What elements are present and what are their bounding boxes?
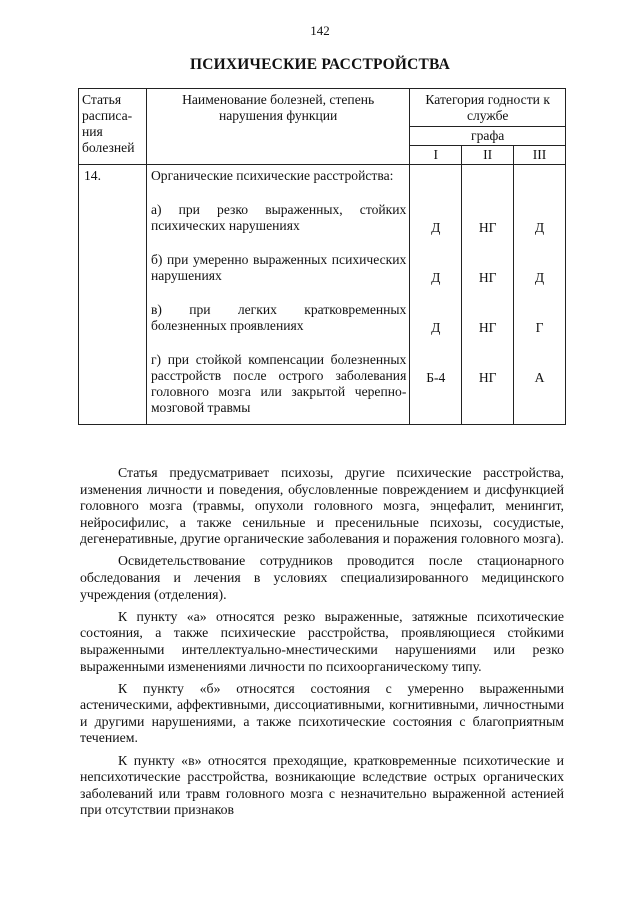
header-column-2: II xyxy=(462,146,514,165)
value-a-1: Д xyxy=(431,220,441,235)
paragraph: Освидетельствование сотрудников проводится после стационарного обследования и лечения в условиях специализированного медицинского учреждения (отделения). xyxy=(80,553,564,602)
column-2-values xyxy=(462,165,514,425)
condition-item-g: г) при стойкой компенсации болезненных расстройств после острого заболевания головного мозга или закрытой черепно-мозговой травмы xyxy=(150,352,407,415)
value-b-3: Д xyxy=(534,270,545,285)
value-a-2: НГ xyxy=(478,220,497,235)
table-header-row xyxy=(79,89,566,127)
header-column-3: III xyxy=(514,146,566,165)
column-1-values xyxy=(410,165,462,425)
value-g-1: Б-4 xyxy=(426,370,446,385)
paragraph: К пункту «в» относятся преходящие, кратковременные психотические и непсихотические расстройства, возникающие вследствие острых органических заболеваний или травм головного мозга с незначительно выраженной астенией при отсутствии признаков xyxy=(80,752,564,818)
value-b-2: НГ xyxy=(478,270,497,285)
header-column-1: I xyxy=(410,146,462,165)
condition-item-v: в) при легких кратковременных болезненных проявлениях xyxy=(150,302,407,333)
paragraph: Статья предусматривает психозы, другие психические расстройства, изменения личности и поведения, обусловленные повреждением и дисфункцией головного мозга (травмы, опухоли головного мозга, энцефалит, менингит, нейросифилис, а также сенильные и пресенильные психозы, сосудистые, дегенеративные, другие органические заболевания и поражения головного мозга). xyxy=(80,465,564,547)
value-v-2: НГ xyxy=(478,320,497,335)
value-a-3: Д xyxy=(534,220,545,235)
header-grafa: графа xyxy=(410,127,566,146)
header-category: Категория годности к службе xyxy=(410,89,566,127)
article-commentary xyxy=(80,465,564,824)
condition-item-b: б) при умеренно выраженных психических нарушениях xyxy=(150,252,407,283)
value-v-1: Д xyxy=(431,320,441,335)
value-g-3: А xyxy=(534,370,545,385)
table-row xyxy=(79,165,566,425)
disease-table xyxy=(78,88,566,425)
value-b-1: Д xyxy=(431,270,441,285)
column-3-values xyxy=(514,165,566,425)
header-disease-name: Наименование болезней, степень нарушения функции xyxy=(146,89,409,165)
condition-intro: Органические психические расстройства: xyxy=(150,168,394,183)
article-number: 14. xyxy=(79,165,147,425)
page-number: 142 xyxy=(310,23,330,38)
disease-conditions xyxy=(146,165,409,425)
header-article: Статья расписа-ния болезней xyxy=(79,89,147,165)
value-g-2: НГ xyxy=(478,370,497,385)
paragraph: К пункту «а» относятся резко выраженные, затяжные психотические состояния, а также психические расстройства, проявляющиеся стойкими выраженными интеллектуально-мнестическими нарушениями или резко выраженными изменениями личности по психоорганическому типу. xyxy=(80,608,564,674)
value-v-3: Г xyxy=(535,320,544,335)
page-title: ПСИХИЧЕСКИЕ РАССТРОЙСТВА xyxy=(190,56,450,73)
condition-item-a: а) при резко выраженных, стойких психических нарушениях xyxy=(150,202,407,233)
paragraph: К пункту «б» относятся состояния с умеренно выраженными астеническими, аффективными, диссоциативными, когнитивными, личностными и другими нарушениями, а также психотические состояния с благоприятным течением. xyxy=(80,680,564,746)
